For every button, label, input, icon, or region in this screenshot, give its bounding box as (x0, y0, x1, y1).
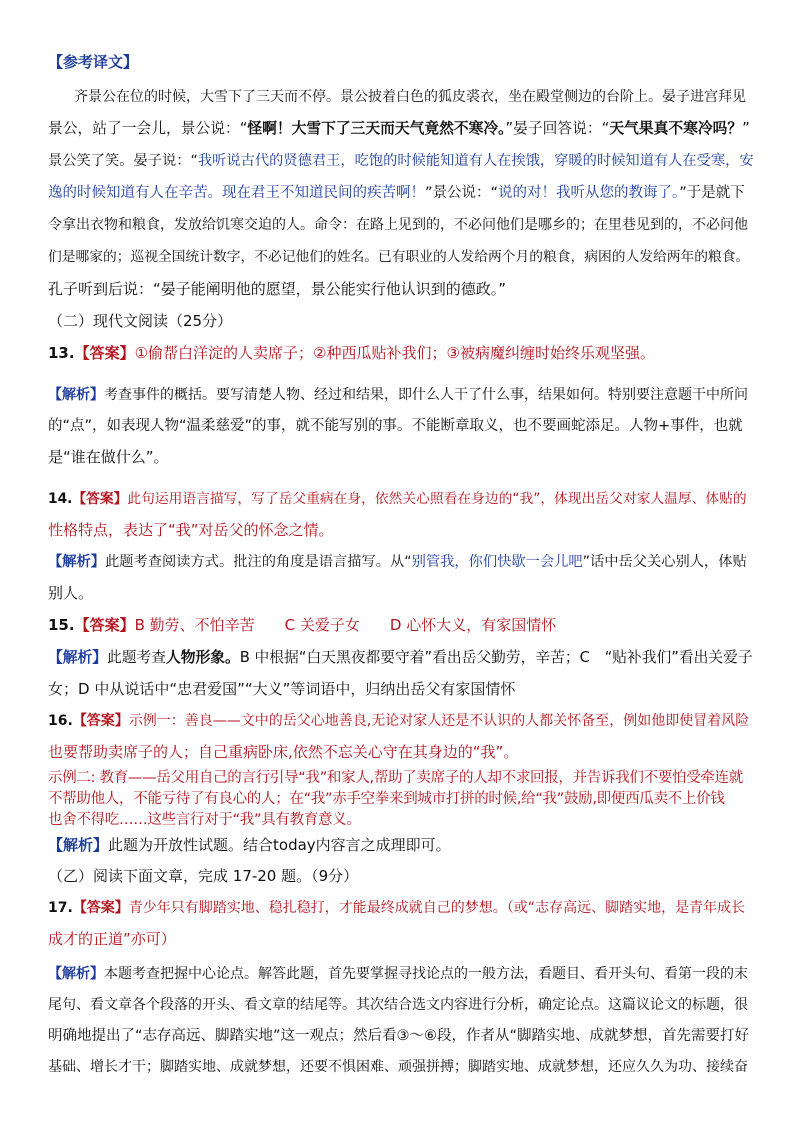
q16-answer-1 (48, 711, 749, 731)
text-span: ”晏子回答说：“ (505, 120, 610, 137)
analysis-tag: 【解析】 (48, 649, 107, 666)
translation-line-1: 齐景公在位的时候，大雪下了三天而不停。景公披着白色的狐皮裘衣，坐在殿堂侧边的台阶上。晏子进宫拜见 (74, 89, 746, 105)
translation-line-4 (48, 183, 745, 203)
translation-header: 【参考译文】 (48, 53, 139, 71)
q16-answer-2: 也要帮助卖席子的人；自己重病卧床,依然不忘关心守在其身边的“我”。 (48, 743, 519, 761)
text-span: ”景公说：“ (425, 185, 499, 201)
question-number: 14. (48, 491, 73, 507)
quote-blue: 别管我，你们快歇一会儿吧 (411, 554, 583, 570)
analysis-tag: 【解析】 (48, 836, 109, 854)
q17-analysis-2: 尾句、看文章各个段落的开头、看文章的结尾等。其次结合选文内容进行分析，确定论点。这篇议论文的标题，很 (48, 997, 748, 1013)
translation-line-5: 令拿出衣物和粮食，发放给饥寒交迫的人。命令：在路上见到的，不必问他们是哪乡的；在里巷见到的，不必问他 (48, 217, 748, 233)
translation-line-2 (48, 119, 750, 139)
analysis-text: 此题考查阅读方式。批注的角度是语言描写。从“ (105, 554, 412, 570)
quote-blue: 逸的时候知道有人在辛苦。现在君王不知道民间的疾苦啊！ (48, 185, 425, 201)
analysis-tag: 【解析】 (48, 554, 106, 570)
quote-bold: 怪啊！大雪下了三天而天气竟然不寒冷。 (247, 120, 506, 137)
q15-answer (48, 615, 556, 635)
text-span: ”于是就下 (679, 185, 745, 201)
q13-analysis-3: 是“谁在做什么”。 (48, 448, 169, 466)
q16-answer-3: 示例二: 教育——岳父用自己的言行引导“我”和家人,帮助了卖席子的人却不求回报，并告诉我们不要怕受牵连就 (48, 770, 744, 786)
analysis-text: ”话中岳父关心别人，体贴 (582, 554, 747, 570)
q17-answer-2: 成才的正道”亦可） (48, 930, 176, 948)
answer-text: 示例一：善良——文中的岳父心地善良,无论对家人还是不认识的人都关怀备至，例如他即使冒着风险 (128, 713, 750, 729)
analysis-text: B 中根据“白天黑夜都要守着”看出岳父勤劳，辛苦；C “贴补我们”看出关爱子 (239, 649, 753, 666)
q14-analysis-2: 别人。 (48, 584, 94, 602)
text-span: 景公，站了一会儿，景公说：“ (48, 120, 248, 137)
q14-answer-2: 性格特点，表达了“我”对岳父的怀念之情。 (48, 521, 334, 539)
analysis-text: 本题考查把握中心论点。解答此题，首先要掌握寻找论点的一般方法，看题目、看开头句、看第一段的末 (104, 966, 748, 982)
question-number: 17. (48, 900, 73, 916)
answer-text: B 勤劳、不怕辛苦 C 关爱子女 D 心怀大义，有家国情怀 (134, 616, 557, 634)
translation-line-6: 们是哪家的；巡视全国统计数字，不必记他们的姓名。已有职业的人发给两个月的粮食，病困的人发给两年的粮食。 (48, 249, 750, 265)
analysis-tag: 【解析】 (48, 966, 104, 982)
translation-line-3 (48, 151, 754, 171)
answer-tag: 【答案】 (74, 344, 135, 362)
q14-answer-1 (48, 489, 747, 509)
analysis-text: 考查事件的概括。要写清楚人物、经过和结果，即什么人干了什么事，结果如何。特别要注意题干中所问 (104, 387, 748, 403)
question-number: 13. (48, 344, 75, 362)
answer-text: 青少年只有脚踏实地、稳扎稳打，才能最终成就自己的梦想。（或“志存高远、脚踏实地，是青年成长 (128, 900, 746, 916)
q16-answer-4: 不帮助他人，不能亏待了有良心的人；在“我”赤手空拳来到城市打拼的时候,给“我”鼓励,即便西瓜卖不上价钱 (48, 791, 725, 807)
answer-tag: 【答案】 (74, 616, 135, 634)
q17-analysis-1 (48, 964, 748, 984)
q15-analysis-2: 女；D 中从说话中“忠君爱国”“大义”等词语中，归纳出岳父有家国情怀 (48, 680, 516, 698)
analysis-tag: 【解析】 (48, 387, 104, 403)
q16-answer-5: 也舍不得吃……这些言行对于“我”具有教育意义。 (48, 812, 361, 828)
translation-line-7: 孔子听到后说：“晏子能阐明他的愿望，景公能实行他认识到的德政。” (48, 280, 507, 298)
answer-text: ①偷帮白洋淀的人卖席子；②种西瓜贴补我们；③被病魔纠缠时始终乐观坚强。 (134, 344, 655, 362)
q16-analysis (48, 835, 451, 855)
quote-bold: 天气果真不寒冷吗？ (609, 120, 743, 137)
analysis-text: 此题考查 (107, 649, 166, 666)
section-heading-3: （乙）阅读下面文章，完成 17-20 题。（9分） (48, 867, 359, 885)
answer-tag: 【答案】 (72, 491, 128, 507)
answer-tag: 【答案】 (72, 900, 129, 916)
analysis-text: 此题为开放性试题。结合today内容言之成理即可。 (108, 836, 451, 854)
q17-answer-1 (48, 898, 745, 918)
q13-answer (48, 343, 655, 363)
text-span: ” (742, 120, 750, 137)
q17-analysis-3: 明确地提出了“志存高远、脚踏实地”这一观点；然后看③～⑥段，作者从“脚踏实地、成就梦想，首先需要打好 (48, 1028, 750, 1044)
answer-text: 此句运用语言描写，写了岳父重病在身，依然关心照看在身边的“我”，体现出岳父对家人温厚、体贴的 (127, 491, 747, 507)
q13-analysis-2: 的“点”，如表现人物“温柔慈爱”的事，就不能写别的事。不能断章取义，也不要画蛇添足。人物+事件，也就 (48, 418, 743, 434)
q17-analysis-4: 基础、增长才干；脚踏实地、成就梦想，还要不惧困难、顽强拼搏；脚踏实地、成就梦想，还应久久为功、接续奋 (48, 1059, 748, 1075)
quote-blue: 我听说古代的贤德君王，吃饱的时候能知道有人在挨饿，穿暖的时候知道有人在受寒，安 (197, 153, 754, 169)
answer-tag: 【答案】 (72, 713, 129, 729)
question-number: 16. (48, 713, 73, 729)
q13-analysis-1 (48, 385, 748, 405)
q15-analysis-1 (48, 648, 753, 668)
q14-analysis-1 (48, 552, 747, 572)
question-number: 15. (48, 616, 75, 634)
quote-blue: 说的对！我听从您的教诲了。 (498, 185, 680, 201)
analysis-bold: 人物形象。 (166, 649, 240, 666)
text-span: 景公笑了笑。晏子说：“ (48, 153, 198, 169)
section-heading-2: （二）现代文阅读（25分） (48, 312, 233, 330)
